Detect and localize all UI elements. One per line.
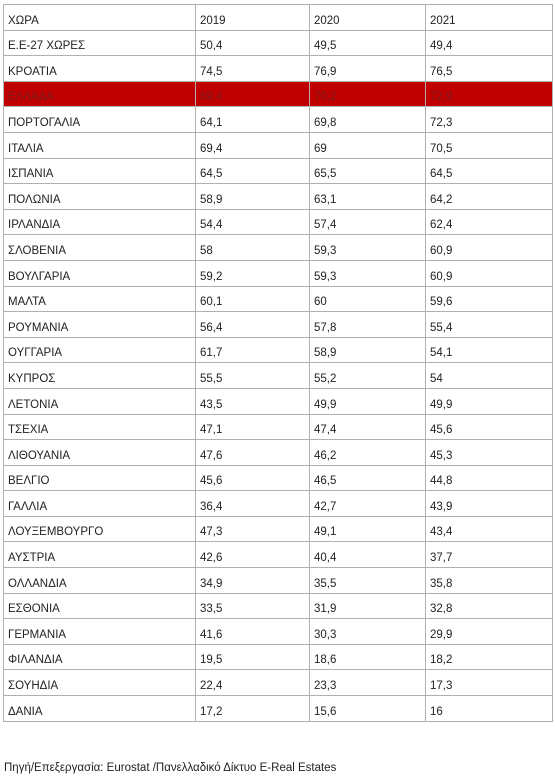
table-row-highlighted [4, 81, 553, 107]
country-cell: ΛΙΘΟΥΑΝΙΑ [4, 440, 196, 466]
value-2021-cell: 72,9 [426, 81, 553, 107]
table-row [4, 312, 553, 338]
value-2020-cell: 40,4 [310, 542, 426, 568]
header-cell-2021: 2021 [426, 5, 553, 31]
value-2020-cell: 57,4 [310, 209, 426, 235]
value-2020-cell: 46,5 [310, 465, 426, 491]
value-2019-cell: 47,1 [196, 414, 310, 440]
value-2020-cell: 70,2 [310, 81, 426, 107]
table-row [4, 286, 553, 312]
value-2019-cell: 17,2 [196, 696, 310, 722]
value-2019-cell: 42,6 [196, 542, 310, 568]
table-row [4, 516, 553, 542]
value-2021-cell: 45,3 [426, 440, 553, 466]
value-2021-cell: 62,4 [426, 209, 553, 235]
country-cell: ΒΕΛΓΙΟ [4, 465, 196, 491]
value-2021-cell: 70,5 [426, 132, 553, 158]
table-row [4, 184, 553, 210]
value-2020-cell: 69 [310, 132, 426, 158]
value-2021-cell: 18,2 [426, 644, 553, 670]
value-2020-cell: 49,1 [310, 516, 426, 542]
country-cell: ΟΛΛΑΝΔΙΑ [4, 568, 196, 594]
country-cell: ΒΟΥΛΓΑΡΙΑ [4, 260, 196, 286]
value-2021-cell: 54 [426, 363, 553, 389]
country-cell: Ε.Ε-27 ΧΩΡΕΣ [4, 30, 196, 56]
country-cell: ΡΟΥΜΑΝΙΑ [4, 312, 196, 338]
table-body [4, 5, 553, 722]
value-2019-cell: 64,5 [196, 158, 310, 184]
table-row [4, 30, 553, 56]
country-cell: ΜΑΛΤΑ [4, 286, 196, 312]
country-cell: ΛΟΥΞΕΜΒΟΥΡΓΟ [4, 516, 196, 542]
table-row [4, 209, 553, 235]
value-2019-cell: 74,5 [196, 56, 310, 82]
value-2020-cell: 76,9 [310, 56, 426, 82]
table-row [4, 388, 553, 414]
value-2020-cell: 47,4 [310, 414, 426, 440]
value-2019-cell: 69,4 [196, 81, 310, 107]
value-2020-cell: 59,3 [310, 260, 426, 286]
value-2019-cell: 45,6 [196, 465, 310, 491]
table-row [4, 56, 553, 82]
value-2021-cell: 43,9 [426, 491, 553, 517]
value-2019-cell: 22,4 [196, 670, 310, 696]
value-2019-cell: 69,4 [196, 132, 310, 158]
value-2019-cell: 47,6 [196, 440, 310, 466]
value-2021-cell: 59,6 [426, 286, 553, 312]
value-2021-cell: 64,5 [426, 158, 553, 184]
value-2019-cell: 47,3 [196, 516, 310, 542]
table-row [4, 414, 553, 440]
table-row [4, 260, 553, 286]
value-2020-cell: 31,9 [310, 593, 426, 619]
table-row [4, 593, 553, 619]
value-2020-cell: 15,6 [310, 696, 426, 722]
value-2020-cell: 49,9 [310, 388, 426, 414]
value-2019-cell: 64,1 [196, 107, 310, 133]
value-2021-cell: 54,1 [426, 337, 553, 363]
country-cell: ΙΡΛΑΝΔΙΑ [4, 209, 196, 235]
value-2020-cell: 58,9 [310, 337, 426, 363]
value-2019-cell: 19,5 [196, 644, 310, 670]
value-2021-cell: 29,9 [426, 619, 553, 645]
value-2020-cell: 57,8 [310, 312, 426, 338]
value-2020-cell: 30,3 [310, 619, 426, 645]
source-note: Πηγή/Επεξεργασία: Eurostat /Πανελλαδικό Δίκτυο E-Real Estates [4, 762, 337, 774]
value-2019-cell: 50,4 [196, 30, 310, 56]
value-2021-cell: 55,4 [426, 312, 553, 338]
table-row [4, 465, 553, 491]
value-2019-cell: 41,6 [196, 619, 310, 645]
country-cell: ΛΕΤΟΝΙΑ [4, 388, 196, 414]
data-table [3, 4, 553, 722]
country-cell: ΣΛΟΒΕΝΙΑ [4, 235, 196, 261]
value-2020-cell: 42,7 [310, 491, 426, 517]
value-2019-cell: 56,4 [196, 312, 310, 338]
country-cell: ΤΣΕΧΙΑ [4, 414, 196, 440]
value-2020-cell: 23,3 [310, 670, 426, 696]
value-2021-cell: 43,4 [426, 516, 553, 542]
header-cell-2020: 2020 [310, 5, 426, 31]
value-2021-cell: 49,9 [426, 388, 553, 414]
value-2019-cell: 60,1 [196, 286, 310, 312]
table-row [4, 337, 553, 363]
country-cell: ΣΟΥΗΔΙΑ [4, 670, 196, 696]
value-2019-cell: 43,5 [196, 388, 310, 414]
country-cell: ΙΤΑΛΙΑ [4, 132, 196, 158]
table-row [4, 235, 553, 261]
value-2021-cell: 17,3 [426, 670, 553, 696]
value-2020-cell: 69,8 [310, 107, 426, 133]
table-row [4, 440, 553, 466]
value-2020-cell: 60 [310, 286, 426, 312]
table-row [4, 158, 553, 184]
table-row [4, 644, 553, 670]
value-2021-cell: 45,6 [426, 414, 553, 440]
country-cell: ΠΟΛΩΝΙΑ [4, 184, 196, 210]
value-2021-cell: 60,9 [426, 260, 553, 286]
table-row [4, 363, 553, 389]
country-cell: ΠΟΡΤΟΓΑΛΙΑ [4, 107, 196, 133]
country-cell: ΓΑΛΛΙΑ [4, 491, 196, 517]
value-2020-cell: 55,2 [310, 363, 426, 389]
header-row [4, 5, 553, 31]
value-2020-cell: 63,1 [310, 184, 426, 210]
value-2019-cell: 58 [196, 235, 310, 261]
country-cell: ΚΡΟΑΤΙΑ [4, 56, 196, 82]
value-2021-cell: 60,9 [426, 235, 553, 261]
value-2019-cell: 58,9 [196, 184, 310, 210]
country-cell: ΕΣΘΟΝΙΑ [4, 593, 196, 619]
country-cell: ΕΛΛΑΔΑ [4, 81, 196, 107]
country-cell: ΓΕΡΜΑΝΙΑ [4, 619, 196, 645]
table-row [4, 491, 553, 517]
value-2019-cell: 33,5 [196, 593, 310, 619]
country-cell: ΟΥΓΓΑΡΙΑ [4, 337, 196, 363]
value-2019-cell: 54,4 [196, 209, 310, 235]
country-cell: ΔΑΝΙΑ [4, 696, 196, 722]
value-2021-cell: 64,2 [426, 184, 553, 210]
value-2020-cell: 18,6 [310, 644, 426, 670]
header-cell-country: ΧΩΡΑ [4, 5, 196, 31]
value-2021-cell: 76,5 [426, 56, 553, 82]
value-2019-cell: 55,5 [196, 363, 310, 389]
table-row [4, 132, 553, 158]
value-2021-cell: 32,8 [426, 593, 553, 619]
table-row [4, 542, 553, 568]
table-row [4, 670, 553, 696]
value-2020-cell: 49,5 [310, 30, 426, 56]
value-2020-cell: 65,5 [310, 158, 426, 184]
value-2020-cell: 35,5 [310, 568, 426, 594]
country-cell: ΑΥΣΤΡΙΑ [4, 542, 196, 568]
value-2021-cell: 44,8 [426, 465, 553, 491]
value-2020-cell: 46,2 [310, 440, 426, 466]
value-2021-cell: 72,3 [426, 107, 553, 133]
value-2019-cell: 59,2 [196, 260, 310, 286]
header-cell-2019: 2019 [196, 5, 310, 31]
table-row [4, 107, 553, 133]
country-cell: ΚΥΠΡΟΣ [4, 363, 196, 389]
table-row [4, 568, 553, 594]
value-2021-cell: 35,8 [426, 568, 553, 594]
country-cell: ΦΙΛΑΝΔΙΑ [4, 644, 196, 670]
value-2021-cell: 37,7 [426, 542, 553, 568]
value-2019-cell: 36,4 [196, 491, 310, 517]
value-2021-cell: 49,4 [426, 30, 553, 56]
table-row [4, 619, 553, 645]
value-2020-cell: 59,3 [310, 235, 426, 261]
value-2019-cell: 34,9 [196, 568, 310, 594]
table-row [4, 696, 553, 722]
value-2021-cell: 16 [426, 696, 553, 722]
country-cell: ΙΣΠΑΝΙΑ [4, 158, 196, 184]
value-2019-cell: 61,7 [196, 337, 310, 363]
